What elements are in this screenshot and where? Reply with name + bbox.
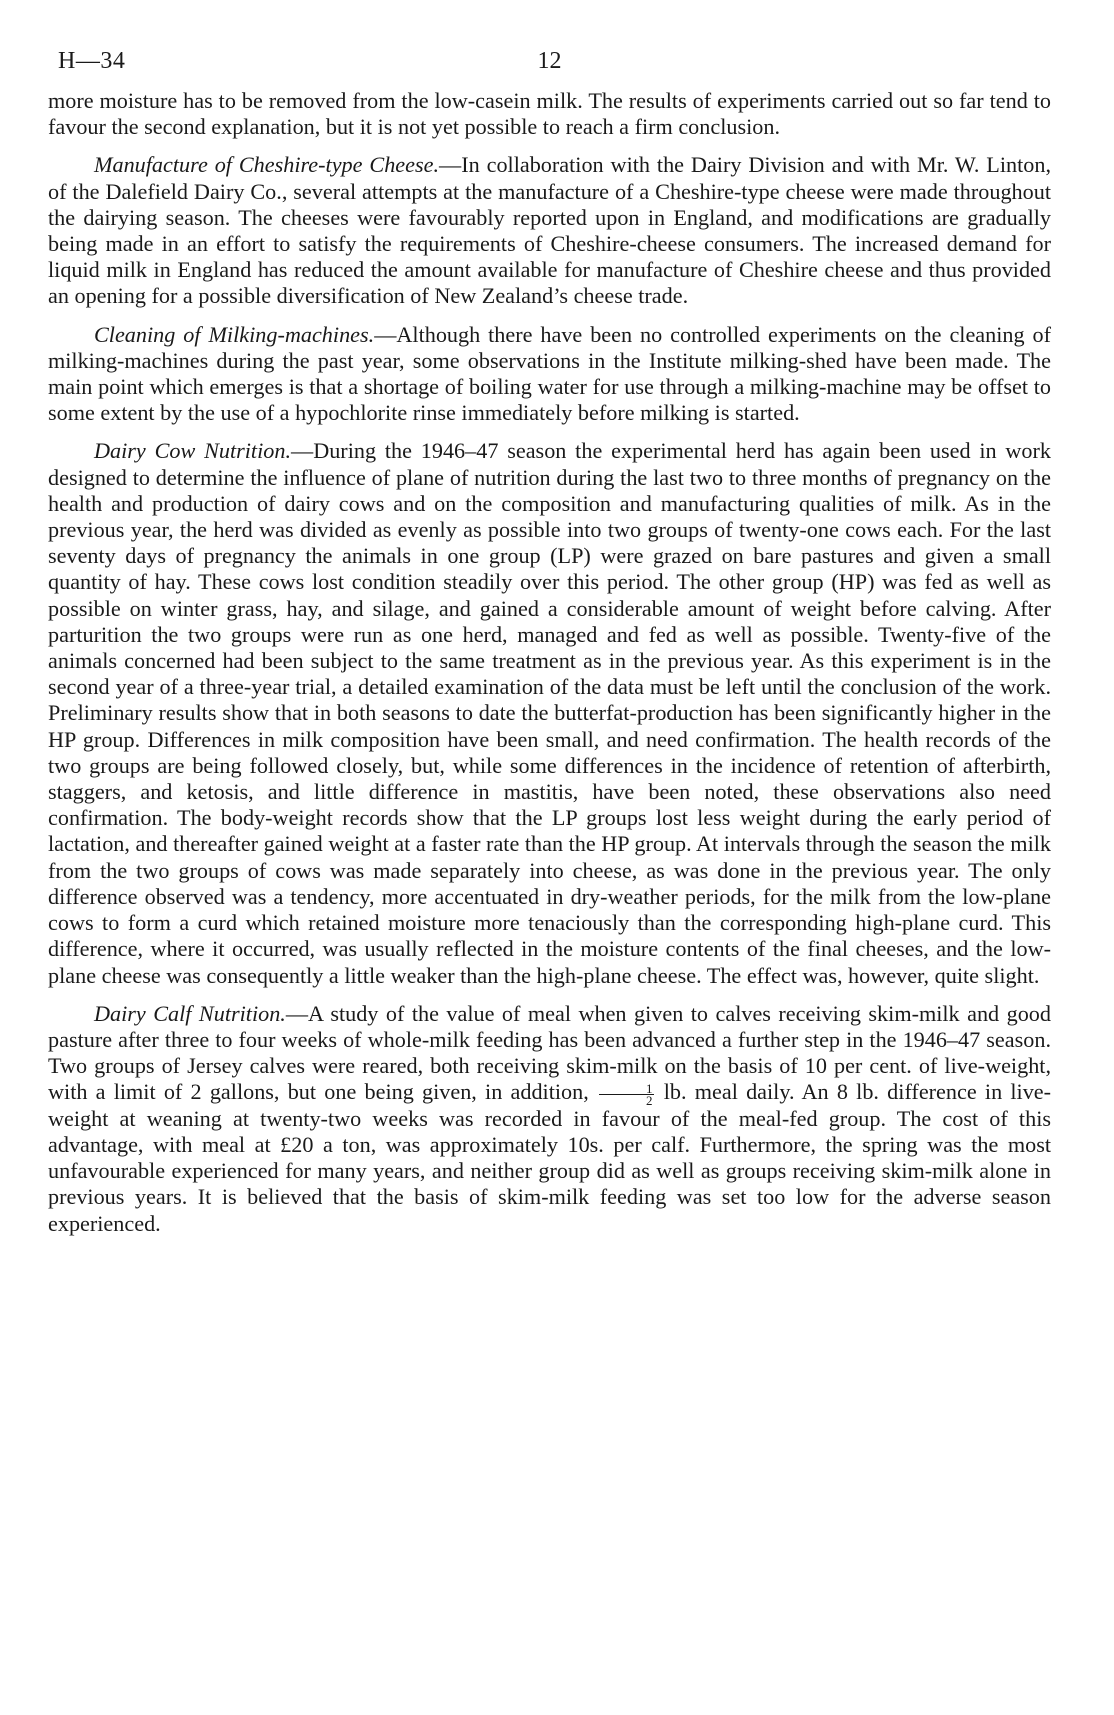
section-heading-dairy-cow-nutrition: Dairy Cow Nutrition. [94, 438, 291, 464]
section-heading-milking-machines: Cleaning of Milking-machines. [94, 321, 375, 347]
document-reference: H—34 [58, 48, 126, 74]
fraction-numerator: 1 [599, 1083, 654, 1095]
fraction-half [599, 1080, 654, 1108]
paragraph-text: —In collaboration with the Dairy Division and with Mr. W. Linton, of the Dalefield Dairy Co., several attempts at the manufacture of a Cheshire-type cheese were made throughout the dairying season. The cheeses were favourably reported upon in England, and modifications are gradually being made in an effort to satisfy the requirements of Cheshire-cheese consumers. The increased demand for liquid milk in England has reduced the amount available for manufacture of Cheshire cheese and thus provided an opening for a possible diversification of New Zealand’s cheese trade. [48, 152, 1051, 309]
document-page [48, 48, 1051, 1237]
paragraph-dairy-cow-nutrition [48, 438, 1051, 988]
page-number: 12 [537, 48, 562, 74]
paragraph-text-part2: lb. meal daily. An 8 lb. difference in live-weight at weaning at twenty-two weeks was recorded in favour of the meal-fed group. The cost of this advantage, with meal at £20 a ton, was approximately 10s. per calf. Furthermore, the spring was the most unfavourable experienced for many years, and neither group did as well as groups receiving skim-milk alone in previous years. It is believed that the basis of skim-milk feeding was set too low for the adverse season experienced. [48, 1079, 1052, 1236]
paragraph-text: —During the 1946–47 season the experimental herd has again been used in work designed to determine the influence of plane of nutrition during the last two to three months of pregnancy on the health and production of dairy cows and on the composition and manufacturing qualities of milk. As in the previous year, the herd was divided as evenly as possible into two groups of twenty-one cows each. For the last seventy days of pregnancy the animals in one group (LP) were grazed on bare pastures and given a small quantity of hay. These cows lost condition steadily over this period. The other group (HP) was fed as well as possible on winter grass, hay, and silage, and gained a considerable amount of weight before calving. After parturition the two groups were run as one herd, managed and fed as well as possible. Twenty-five of the animals concerned had been subject to the same treatment as in the previous year. As this experiment is in the second year of a three-year trial, a detailed examination of the data must be left until the conclusion of the work. Preliminary results show that in both seasons to date the butterfat-production has been significantly higher in the HP group. Differences in milk composition have been small, and need confirmation. The health records of the two groups are being followed closely, but, while some differences in the incidence of retention of afterbirth, staggers, and ketosis, and little difference in mastitis, have been noted, these observations also need confirmation. The body-weight records show that the LP groups lost less weight during the early period of lactation, and thereafter gained weight at a faster rate than the HP group. At intervals through the season the milk from the two groups of cows was made separately into cheese, as was done in the previous year. The only difference observed was a tendency, more accentuated in dry-weather periods, for the milk from the low-plane cows to form a curd which retained moisture more tenaciously than the corresponding high-plane curd. This difference, where it occurred, was usually reflected in the moisture contents of the final cheeses, and the low-plane cheese was consequently a little weaker than the high-plane cheese. The effect was, however, quite slight. [48, 438, 1052, 988]
paragraph-cheshire-cheese [48, 152, 1051, 309]
page-header [48, 48, 1051, 88]
fraction-denominator: 2 [646, 1092, 653, 1108]
paragraph-text-part1: —A study of the value of meal when given to calves receiving skim-milk and good pasture after three to four weeks of whole-milk feeding has been advanced a further step in the 1946–47 season. Two groups of Jersey calves were reared, both receiving skim-milk on the basis of 10 per cent. of live-weight, with a limit of 2 gallons, but one being given, in addition, [48, 1000, 1051, 1105]
paragraph-text: —Although there have been no controlled experiments on the cleaning of milking-machines during the past year, some observations in the Institute milking-shed have been made. The main point which emerges is that a shortage of boiling water for use through a milking-machine may be offset to some extent by the use of a hypochlorite rinse immediately before milking is started. [48, 321, 1052, 426]
paragraph-text: more moisture has to be removed from the low-casein milk. The results of experiments carried out so far tend to favour the second explanation, but it is not yet possible to reach a firm conclusion. [48, 88, 1051, 140]
paragraph-dairy-calf-nutrition [48, 1001, 1051, 1237]
paragraph-milking-machines [48, 322, 1051, 427]
paragraph-continuation [48, 88, 1051, 140]
section-heading-cheshire-cheese: Manufacture of Cheshire-type Cheese. [94, 152, 440, 178]
section-heading-dairy-calf-nutrition: Dairy Calf Nutrition. [94, 1000, 286, 1026]
